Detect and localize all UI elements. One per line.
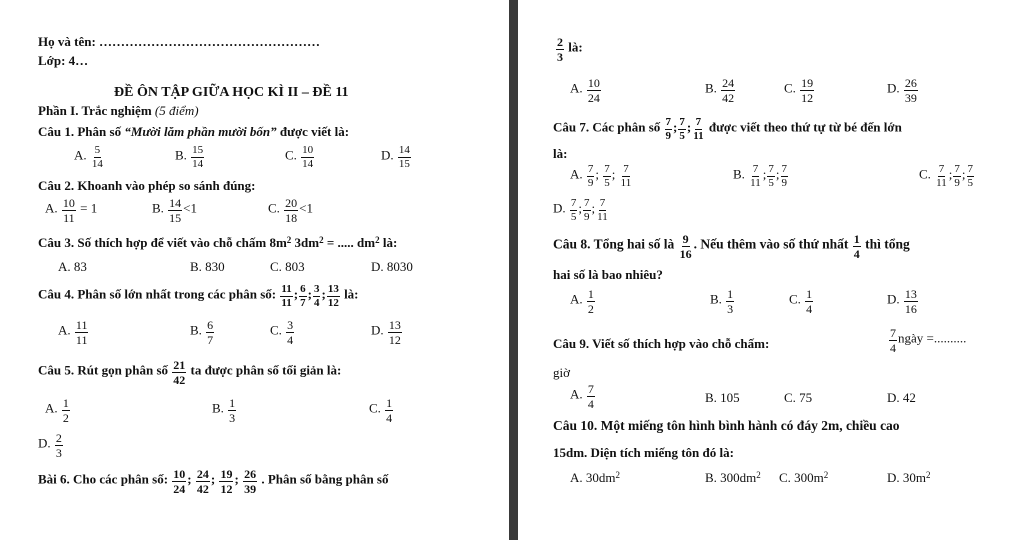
q1-option-c[interactable]: C. $\frac{10}{14}$ xyxy=(285,144,314,170)
q9-blank[interactable]: $\frac{7}{4}$ ngày =.......... xyxy=(890,326,967,355)
q9-option-a[interactable]: A. $\frac{7}{4}$ xyxy=(570,382,594,411)
page-title: ĐỀ ÔN TẬP GIỮA HỌC KÌ II – ĐỀ 11 xyxy=(114,85,349,100)
q3-option-a[interactable]: A. 83 xyxy=(58,259,87,274)
q10-text-line2: 15dm. Diện tích miếng tôn đó là: xyxy=(553,445,734,460)
q4-option-d[interactable]: D. $\frac{13}{12}$ xyxy=(371,318,401,347)
q9-option-b[interactable]: B. 105 xyxy=(705,390,740,405)
q2-option-c[interactable]: C. $\frac{20}{18}$ <1 xyxy=(268,196,314,225)
q8-option-c[interactable]: C. $\frac{1}{4}$ xyxy=(789,287,813,316)
q2-option-b[interactable]: B. $\frac{14}{15}$ <1 xyxy=(152,196,198,225)
q2-text: Câu 2. Khoanh vào phép so sánh đúng: xyxy=(38,178,256,193)
q7-option-b[interactable]: B. $\frac{7}{11}$ ; $\frac{7}{5}$ ; $\frac{7}{9}$ xyxy=(733,163,788,189)
q8-text-line2: hai số là bao nhiêu? xyxy=(553,267,663,282)
q7-text: Câu 7. Các phân số $\frac{7}{9}$ ; $\frac{7}{5}$ ; $\frac{7}{11}$ được viết theo thứ tự từ bé đến lớn xyxy=(553,116,902,142)
q8-option-a[interactable]: A. $\frac{1}{2}$ xyxy=(570,287,594,316)
q3-option-c[interactable]: C. 803 xyxy=(270,259,305,274)
q8-option-d[interactable]: D. $\frac{13}{16}$ xyxy=(887,287,917,316)
q4-option-a[interactable]: A. $\frac{11}{11}$ xyxy=(58,318,88,347)
q3-text: Câu 3. Số thích hợp để viết vào chỗ chấm $8m^2$ $3dm^2$ = ..... $dm^2$ là: xyxy=(38,235,398,250)
q1-text: Câu 1. Phân số “Mười lăm phần mười bốn” được viết là: xyxy=(38,124,350,139)
q5-option-c[interactable]: C. $\frac{1}{4}$ xyxy=(369,396,393,425)
q1-option-d[interactable]: D. $\frac{14}{15}$ xyxy=(381,144,410,170)
q5-option-d[interactable]: D. $\frac{2}{3}$ xyxy=(38,431,62,460)
q5-option-a[interactable]: A. $\frac{1}{2}$ xyxy=(45,396,69,425)
q9-option-c[interactable]: C. 75 xyxy=(784,390,813,405)
q3-option-d[interactable]: D. 8030 xyxy=(371,259,413,274)
q4-option-b[interactable]: B. $\frac{6}{7}$ xyxy=(190,318,214,347)
page-divider xyxy=(509,0,518,540)
part1-heading: Phần I. Trắc nghiệm (5 điểm) xyxy=(38,103,199,118)
q6-option-a[interactable]: A. $\frac{10}{24}$ xyxy=(570,76,600,105)
q9-option-d[interactable]: D. 42 xyxy=(887,390,916,405)
q5-text: Câu 5. Rút gọn phân số $\frac{21}{42}$ ta được phân số tối giản là: xyxy=(38,358,342,387)
q6-text: Bài 6. Cho các phân số: $\frac{10}{24}$ ; $\frac{24}{42}$ ; $\frac{19}{12}$ ; $\frac{26}{39}$ . Phân số bằng phân số xyxy=(38,467,389,496)
q7-option-d[interactable]: D. $\frac{7}{5}$ ; $\frac{7}{9}$ ; $\frac{7}{11}$ xyxy=(553,197,608,223)
q7-option-a[interactable]: A. $\frac{7}{9}$ ; $\frac{7}{5}$ ; $\frac{7}{11}$ xyxy=(570,163,632,189)
class-line: Lớp: 4… xyxy=(38,53,89,68)
q6-option-d[interactable]: D. $\frac{26}{39}$ xyxy=(887,76,917,105)
q9-text-line2: giờ xyxy=(553,365,570,380)
q4-text: Câu 4. Phân số lớn nhất trong các phân số: $\frac{11}{11}$ ; $\frac{6}{7}$ ; $\frac{3}{4}$ ; $\frac{13}{12}$ là: xyxy=(38,283,359,309)
q1-option-a[interactable]: A. $\frac{5}{14}$ xyxy=(74,144,103,170)
name-line: Họ và tên: …………………………………………… xyxy=(38,34,321,49)
q3-option-b[interactable]: B. 830 xyxy=(190,259,225,274)
q10-text: Câu 10. Một miếng tôn hình bình hành có đáy 2m, chiều cao xyxy=(553,418,900,433)
q10-option-b[interactable]: B. $300dm^2$ xyxy=(705,470,761,485)
q8-option-b[interactable]: B. $\frac{1}{3}$ xyxy=(710,287,734,316)
q6-option-c[interactable]: C. $\frac{19}{12}$ xyxy=(784,76,814,105)
q2-option-a[interactable]: A. $\frac{10}{11}$ = 1 xyxy=(45,196,98,225)
q8-text: Câu 8. Tổng hai số là $\frac{9}{16}$ . Nếu thêm vào số thứ nhất $\frac{1}{4}$ thì tổng xyxy=(553,232,910,261)
q1-option-b[interactable]: B. $\frac{15}{14}$ xyxy=(175,144,204,170)
q10-option-a[interactable]: A. $30dm^2$ xyxy=(570,470,620,485)
q9-text: Câu 9. Viết số thích hợp vào chỗ chấm: xyxy=(553,336,770,351)
q6-option-b[interactable]: B. $\frac{24}{42}$ xyxy=(705,76,735,105)
q10-option-d[interactable]: D. $30m^2$ xyxy=(887,470,931,485)
q7-option-c[interactable]: C. $\frac{7}{11}$ ; $\frac{7}{9}$ ; $\frac{7}{5}$ xyxy=(919,163,974,189)
q7-text-line2: là: xyxy=(553,146,568,161)
q6-continuation: $\frac{2}{3}$ là: xyxy=(557,35,583,64)
q4-option-c[interactable]: C. $\frac{3}{4}$ xyxy=(270,318,294,347)
q5-option-b[interactable]: B. $\frac{1}{3}$ xyxy=(212,396,236,425)
q10-option-c[interactable]: C. $300m^2$ xyxy=(779,470,829,485)
